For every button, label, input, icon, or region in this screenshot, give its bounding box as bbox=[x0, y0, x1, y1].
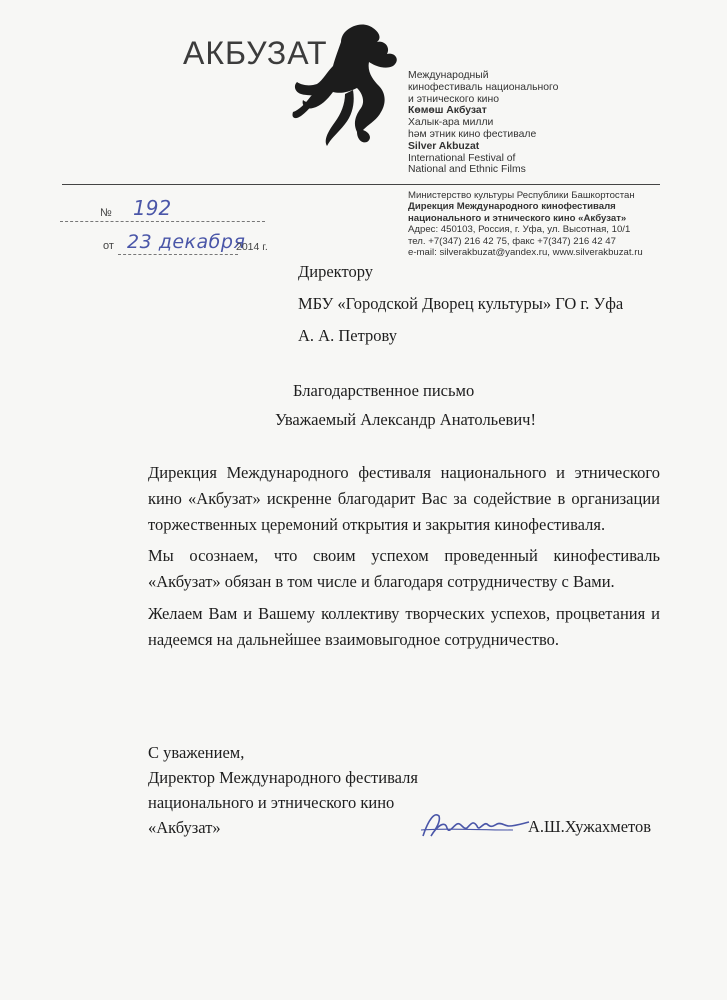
signatory-position-3: «Акбузат» bbox=[148, 818, 221, 837]
festival-name-line: Международный bbox=[408, 70, 489, 81]
festival-name-line: кинофестиваль национального bbox=[408, 81, 559, 93]
ministry-contact-line: Дирекция Международного кинофестиваля bbox=[408, 201, 616, 213]
signatory-position-1: Директор Международного фестиваля bbox=[148, 768, 418, 787]
addressee-organization: МБУ «Городской Дворец культуры» ГО г. Уфа bbox=[298, 294, 624, 313]
signatory-name: А.Ш.Хужахметов bbox=[528, 817, 652, 836]
festival-name-line: Халык-ара милли bbox=[408, 117, 494, 129]
addressee-position: Директору bbox=[298, 262, 373, 281]
ministry-contact-line: Адрес: 450103, Россия, г. Уфа, ул. Высотная, 10/1 bbox=[408, 224, 631, 236]
festival-name-line: һәм этник кино фестивале bbox=[408, 128, 537, 140]
reg-number-value: 192 bbox=[133, 196, 172, 220]
festival-name-line: Silver Akbuzat bbox=[408, 140, 480, 152]
paragraph-line: Дирекция Международного фестиваля национального и этнического bbox=[148, 463, 660, 482]
horse-logo-icon bbox=[283, 20, 408, 150]
festival-name-block bbox=[408, 70, 708, 176]
reg-date-label: от bbox=[103, 240, 114, 252]
reg-number-label: № bbox=[100, 207, 112, 219]
paragraph-2 bbox=[148, 543, 660, 595]
ministry-contact-line: Министерство культуры Республики Башкортостан bbox=[408, 190, 635, 201]
closing-phrase: С уважением, bbox=[148, 743, 245, 762]
addressee-name: А. А. Петрову bbox=[298, 326, 397, 345]
ministry-contact-line: национального и этнического кино «Акбузат» bbox=[408, 212, 627, 224]
festival-name-line: и этнического кино bbox=[408, 93, 499, 105]
ministry-contact-block bbox=[408, 190, 708, 258]
reg-date-value: 23 декабря bbox=[127, 231, 246, 253]
ministry-contact-line: e-mail: silverakbuzat@yandex.ru, www.silverakbuzat.ru bbox=[408, 247, 643, 259]
festival-name-line: International Festival of bbox=[408, 152, 516, 164]
reg-number-line bbox=[60, 221, 265, 222]
paragraph-line: кино «Акбузат» искренне благодарит Вас за содействие в организации bbox=[148, 489, 660, 508]
handwritten-signature bbox=[417, 808, 535, 844]
paragraph-line: торжественных церемоний открытия и закрытия кинофестиваля. bbox=[148, 515, 606, 534]
reg-date-line bbox=[118, 254, 238, 255]
signatory-position-2: национального и этнического кино bbox=[148, 793, 395, 812]
ministry-contact-line: тел. +7(347) 216 42 75, факс +7(347) 216 42 47 bbox=[408, 235, 616, 247]
paragraph-line: надеемся на дальнейшее взаимовыгодное сотрудничество. bbox=[148, 630, 560, 649]
paragraph-line: «Акбузат» обязан в том числе и благодаря сотрудничеству с Вами. bbox=[148, 572, 615, 591]
brand-logo-text: АКБУЗАТ bbox=[183, 35, 328, 71]
paragraph-1 bbox=[148, 460, 660, 538]
paragraph-line: Мы осознаем, что своим успехом проведенный кинофестиваль bbox=[148, 546, 660, 565]
paragraph-line: Желаем Вам и Вашему коллективу творческих успехов, процветания и bbox=[148, 604, 660, 623]
festival-name-line: National and Ethnic Films bbox=[408, 164, 526, 176]
paragraph-3 bbox=[148, 601, 660, 653]
reg-year: 2014 г. bbox=[236, 241, 268, 253]
letter-title: Благодарственное письмо bbox=[293, 381, 475, 400]
letter-salutation: Уважаемый Александр Анатольевич! bbox=[275, 410, 536, 429]
header-divider bbox=[62, 184, 660, 185]
festival-name-line: Көмөш Акбузат bbox=[408, 105, 487, 117]
